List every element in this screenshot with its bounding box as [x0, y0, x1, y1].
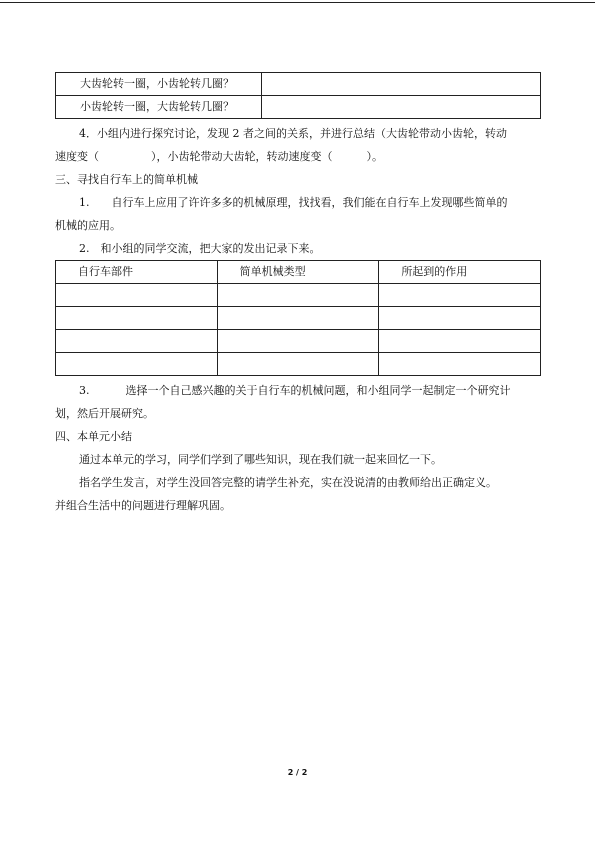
item3-text: 选择一个自己感兴趣的关于自行车的机械问题，和小组同学一起制定一个研究计	[125, 384, 511, 397]
table-row	[56, 307, 541, 330]
table-header-cell: 所起到的作用	[379, 261, 541, 284]
table-row	[56, 284, 541, 307]
item4-part-a: 速度变（	[55, 150, 99, 163]
page-number: 2 / 2	[287, 768, 308, 777]
table-cell	[56, 284, 218, 307]
table-row	[56, 96, 541, 119]
section4-p1: 通过本单元的学习，同学们学到了哪些知识，现在我们就一起来回忆一下。	[79, 453, 442, 466]
header-rule	[0, 2, 595, 3]
section4-p2-line2: 并组合生活中的问题进行理解巩固。	[55, 499, 231, 512]
gear-answer-cell	[262, 73, 541, 96]
table-row	[56, 330, 541, 353]
section4-p2-line1: 指名学生发言，对学生没回答完整的请学生补充，实在没说清的由教师给出正确定义。	[79, 476, 497, 489]
gear-table	[55, 72, 541, 119]
table-cell	[217, 284, 379, 307]
gear-question-cell: 大齿轮转一圈，小齿轮转几圈？	[56, 73, 262, 96]
table-cell	[56, 307, 218, 330]
section3-item1-line1	[55, 191, 541, 214]
table-header-cell: 简单机械类型	[217, 261, 379, 284]
table-cell	[379, 307, 541, 330]
section3-item3-line1	[55, 379, 541, 402]
section3-item2: 2. 和小组的同学交流，把大家的发出记录下来。	[79, 242, 321, 255]
table-row	[56, 73, 541, 96]
item4-part-b: ），小齿轮带动大齿轮，转动速度变（	[151, 150, 333, 163]
table-header-row	[56, 261, 541, 284]
section4-heading: 四、本单元小结	[55, 430, 132, 443]
gear-question-cell: 小齿轮转一圈，大齿轮转几圈？	[56, 96, 262, 119]
item3-number: 3.	[79, 384, 90, 397]
bike-table	[55, 260, 541, 376]
section3-item1-line2: 机械的应用。	[55, 219, 121, 232]
table-cell	[217, 330, 379, 353]
section3-heading: 三、寻找自行车上的简单机械	[55, 173, 198, 186]
item1-text: 自行车上应用了许许多多的机械原理，找找看，我们能在自行车上发现哪些简单的	[111, 196, 508, 209]
item4-line1: 4．小组内进行探究讨论，发现 2 者之间的关系，并进行总结（大齿轮带动小齿轮，转动	[79, 127, 507, 140]
table-row	[56, 353, 541, 376]
item4-part-c: ）。	[366, 150, 383, 163]
section3-item3-line2: 划，然后开展研究。	[55, 407, 154, 420]
table-cell	[217, 307, 379, 330]
item4-line2	[55, 145, 541, 168]
table-cell	[379, 353, 541, 376]
table-cell	[379, 284, 541, 307]
item1-number: 1.	[79, 196, 90, 209]
table-cell	[379, 330, 541, 353]
document-page	[55, 72, 541, 517]
table-cell	[56, 330, 218, 353]
table-header-cell: 自行车部件	[56, 261, 218, 284]
table-cell	[217, 353, 379, 376]
gear-answer-cell	[262, 96, 541, 119]
table-cell	[56, 353, 218, 376]
